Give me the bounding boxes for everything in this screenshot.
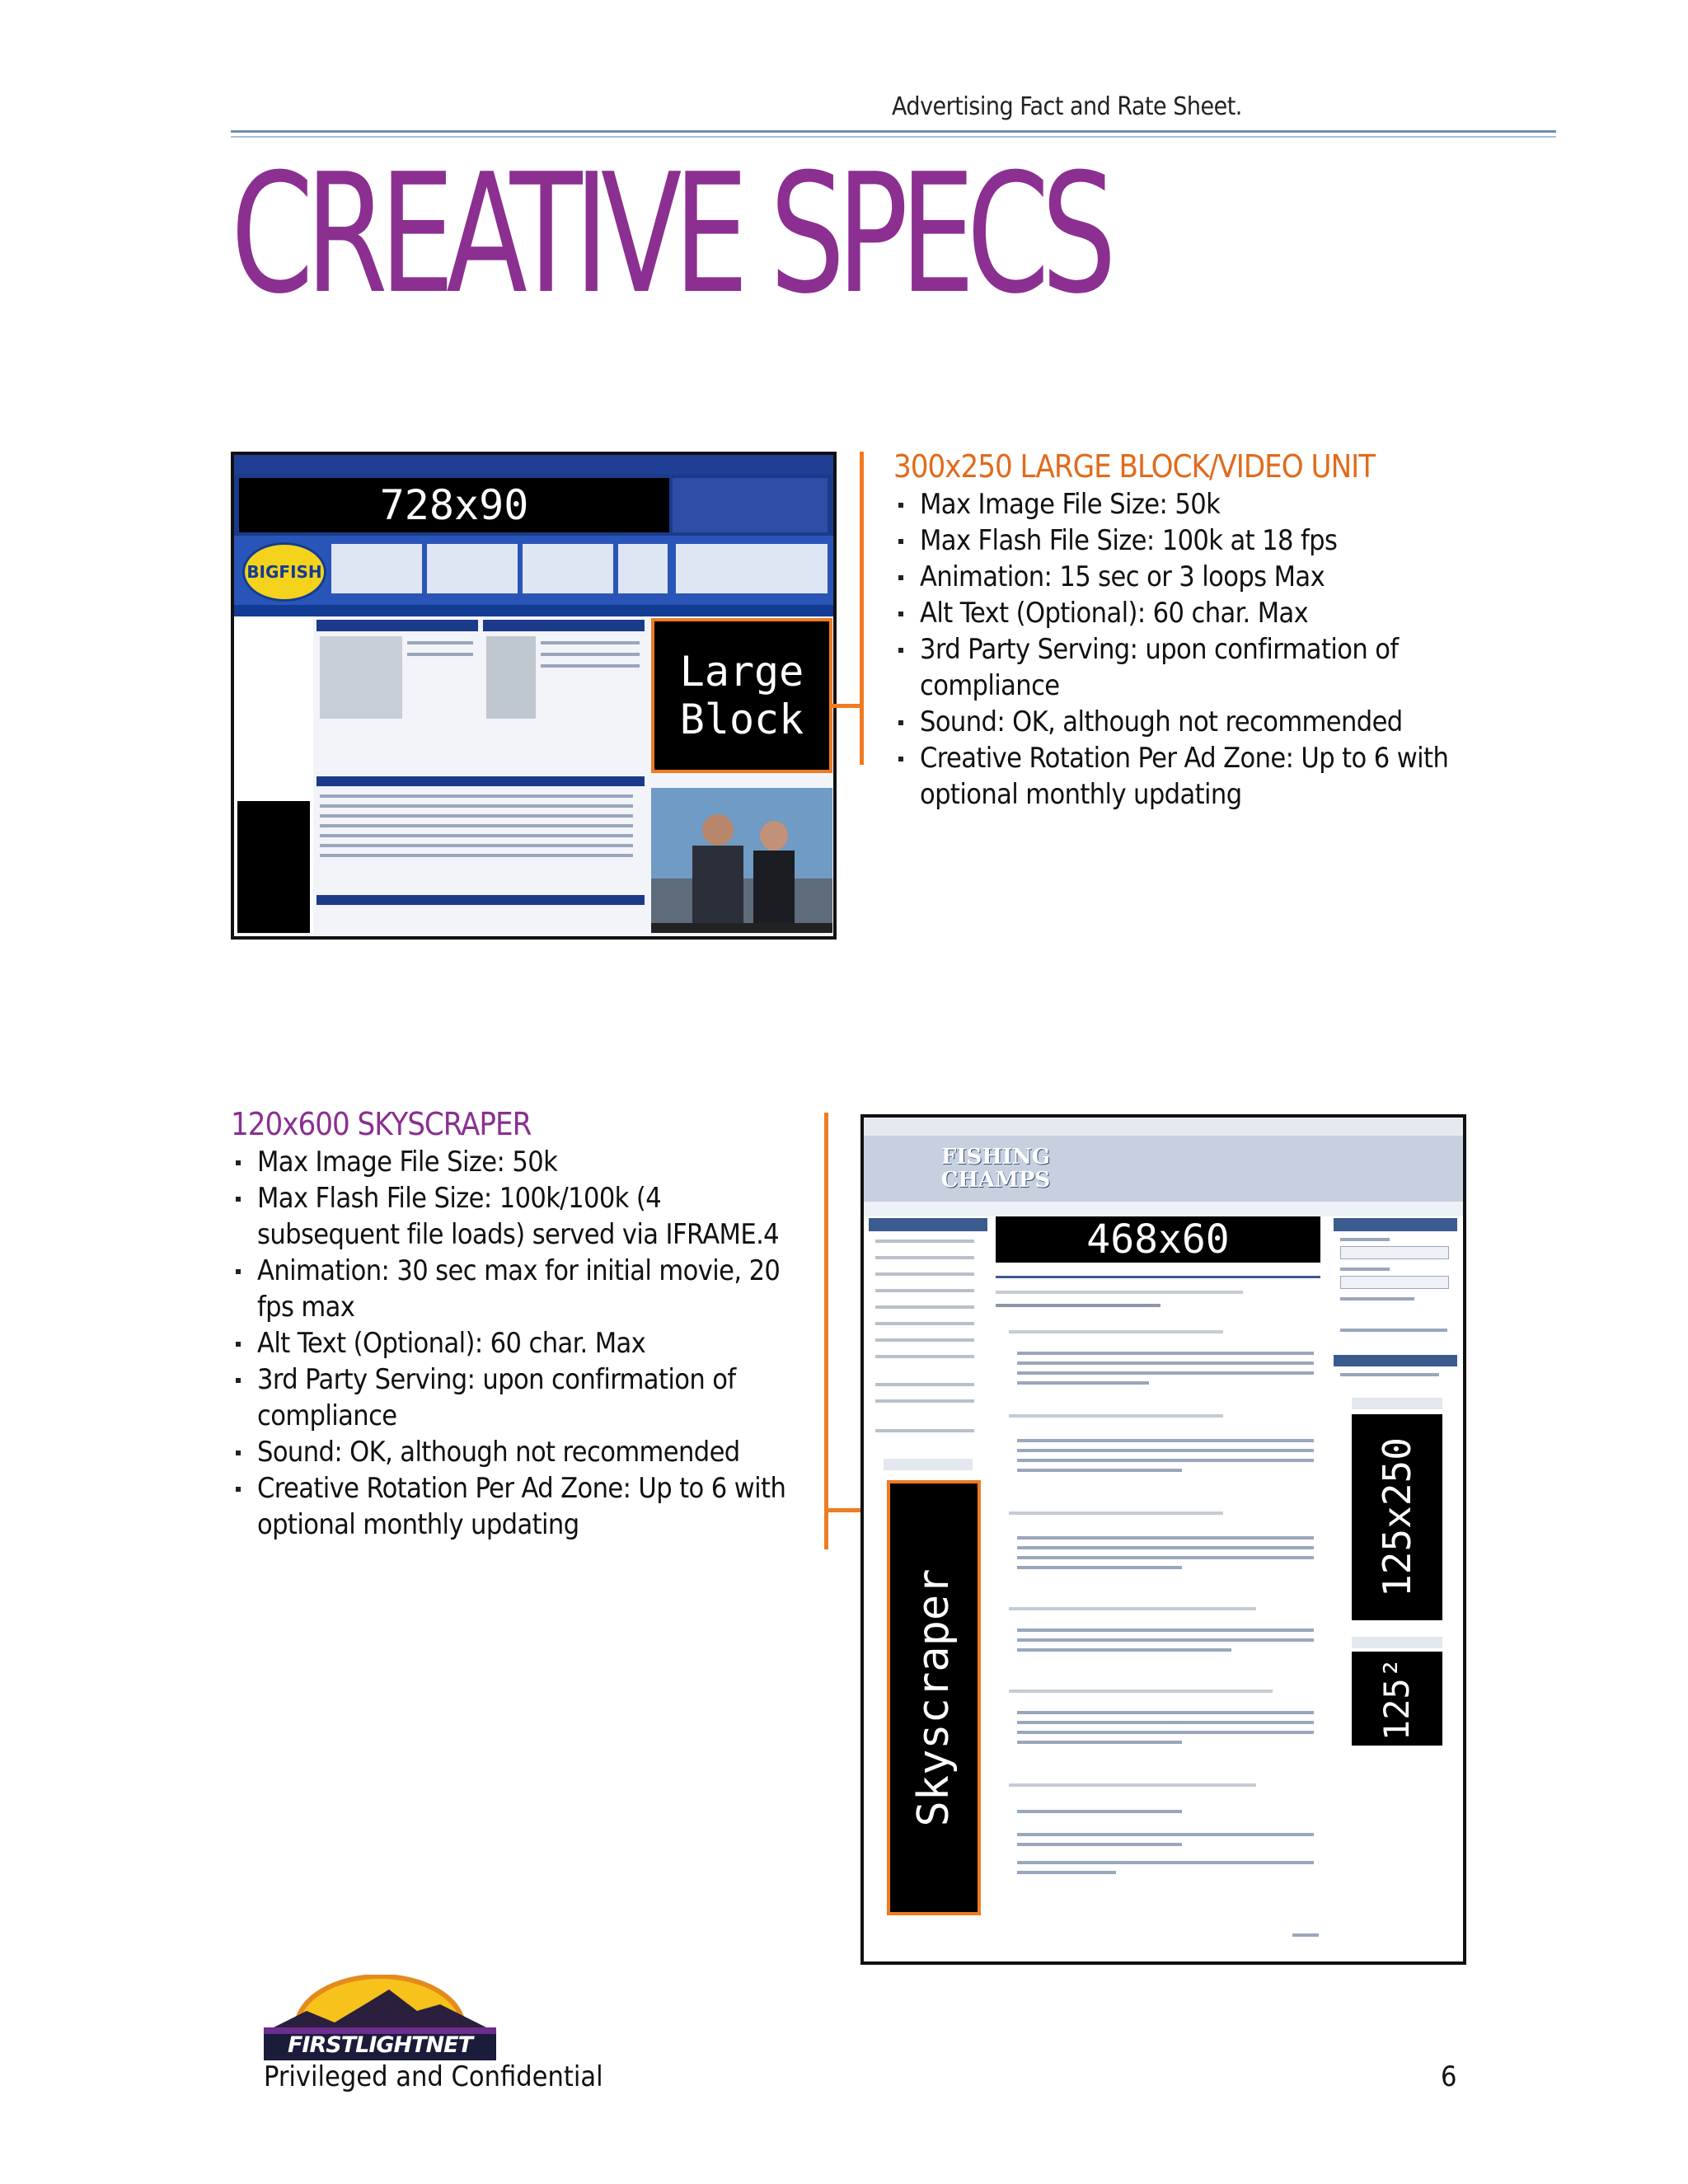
video-still [651,788,832,933]
spec-item: Sound: OK, although not recommended [893,704,1462,740]
spec-item: Max Image File Size: 50k [893,486,1462,523]
skyscraper-spec-list [231,1144,791,1543]
spec-item: Max Flash File Size: 100k/100k (4 subsequent file loads) served via IFRAME.4 [231,1180,791,1253]
skyscraper-ad [887,1480,981,1915]
large-block-heading: 300x250 LARGE BLOCK/VIDEO UNIT [893,448,1376,485]
spec-item: Animation: 15 sec or 3 loops Max [893,559,1462,595]
firstlightnet-logo-text: FIRSTLIGHTNET [287,2032,473,2058]
connector-line-vertical [860,452,864,765]
large-block-mockup [231,452,837,940]
square-ad-125-label: 125² [1376,1657,1418,1741]
document-header: Advertising Fact and Rate Sheet. [892,92,1242,121]
spec-item: Max Image File Size: 50k [231,1144,791,1180]
connector-line-horizontal [830,704,863,708]
spec-item: Alt Text (Optional): 60 char. Max [893,595,1462,631]
header-rule [231,130,1556,133]
spec-item: Animation: 30 sec max for initial movie, 20 fps max [231,1253,791,1325]
large-block-label-line1: Large [679,648,804,696]
block-ad-125x250 [1352,1414,1442,1620]
spec-item: Sound: OK, although not recommended [231,1434,791,1470]
spec-item: Creative Rotation Per Ad Zone: Up to 6 with optional monthly updating [893,740,1462,813]
spec-item: Creative Rotation Per Ad Zone: Up to 6 with optional monthly updating [231,1470,791,1543]
large-block-ad [651,618,832,773]
connector-line-vertical [824,1113,828,1549]
fishing-champs-logo-line2: CHAMPS [940,1168,1051,1193]
fishing-champs-logo-line1: FISHING [940,1145,1051,1169]
bigfish-logo [242,542,326,602]
header-rule-thin [231,136,1556,138]
square-ad-125 [1352,1652,1442,1746]
spec-item: Alt Text (Optional): 60 char. Max [231,1325,791,1361]
spec-item: 3rd Party Serving: upon confirmation of compliance [893,631,1462,704]
confidential-notice: Privileged and Confidential [264,2060,603,2093]
leaderboard-ad-label: 728x90 [239,478,669,532]
spec-item: 3rd Party Serving: upon confirmation of compliance [231,1361,791,1434]
bigfish-logo-text: BIGFISH [246,562,322,582]
page-number: 6 [1441,2060,1457,2093]
skyscraper-heading: 120x600 SKYSCRAPER [231,1106,532,1142]
skyscraper-mockup [860,1114,1466,1965]
fishing-champs-logo [905,1146,1086,1195]
block-ad-125x250-label: 125x250 [1375,1437,1419,1597]
large-block-label-line2: Block [679,696,804,743]
page-title: CREATIVE SPECS [231,138,1109,330]
banner-ad-label: 468x60 [996,1216,1320,1263]
firstlightnet-logo [264,1975,496,2060]
large-block-spec-list [893,486,1462,813]
skyscraper-ad-label: Skyscraper [909,1568,959,1827]
spec-item: Max Flash File Size: 100k at 18 fps [893,523,1462,559]
